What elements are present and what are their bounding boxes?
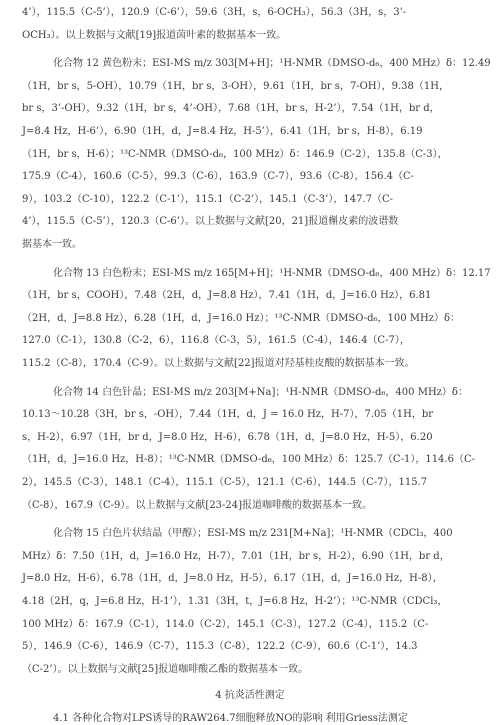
- subsection-line: 4.1 各种化合物对LPS诱导的RAW264.7细胞释放NO的影响 利用Griess法测定: [53, 713, 408, 724]
- text-line: s，H-2），6.97（1H，br d，J=8.0 Hz，H-6），6.78（1H，d，J=8.0 Hz，H-5），6.20: [22, 432, 433, 443]
- text-line: 175.9（C-4），160.6（C-5），99.3（C-6），163.9（C-7），93.6（C-8），156.4（C-: [22, 171, 415, 182]
- section-heading: 4 抗炎活性测定: [215, 690, 285, 701]
- text-line: （1H，d，J=16.0 Hz，H-8）；¹³C-NMR（DMSO-d₆，100 MHz）δ：125.7（C-1），114.6（C-: [22, 454, 475, 465]
- text-line: br s，3’-OH），9.32（1H，br s，4’-OH），7.68（1H，br s，H-2’），7.54（1H，br d，: [22, 103, 440, 114]
- text-line: （2H，d，J=8.8 Hz），6.28（1H，d，J=16.0 Hz）；¹³C-NMR（DMSO-d₆，100 MHz）δ：: [22, 313, 461, 324]
- text-line: （1H，br s，COOH），7.48（2H，d，J=8.8 Hz），7.41（1H，d，J=16.0 Hz），6.81: [22, 290, 432, 301]
- text-line: 4’），115.5（C-5’），120.3（C-6’）。以上数据与文献[20，21]报道槲皮素的波谱数: [22, 216, 399, 227]
- text-line: 4.18（2H，q，J=6.8 Hz，H-1’），1.31（3H，t，J=6.8 Hz，H-2’）；¹³C-NMR（CDCl₃，: [22, 596, 448, 607]
- text-line: J=8.4 Hz，H-6’），6.90（1H，d，J=8.4 Hz，H-5’），6.41（1H，br s，H-8），6.19: [22, 126, 423, 137]
- text-line: 9），103.2（C-10），122.2（C-1’），115.1（C-2’），145.1（C-3’），147.7（C-: [22, 194, 394, 205]
- text-line: 10.13～10.28（3H，br s，-OH），7.44（1H，d，J = 16.0 Hz，H-7），7.05（1H，br: [22, 409, 434, 420]
- text-line: （1H，br s，H-6）；¹³C-NMR（DMSO-d₆，100 MHz）δ：146.9（C-2），135.8（C-3），: [22, 149, 448, 160]
- compound-15-heading-line: 化合物 15 白色片状结晶（甲醇）；ESI-MS m/z 231[M+Na]；¹H-NMR（CDCl₃，400: [53, 528, 453, 539]
- text-line: （1H，br s，5-OH），10.79（1H，br s，3-OH），9.61（1H，br s，7-OH），9.38（1H，: [22, 81, 449, 92]
- compound-12-heading-line: 化合物 12 黄色粉末；ESI-MS m/z 303[M+H]；¹H-NMR（DMSO-d₆，400 MHz）δ：12.49: [53, 58, 491, 69]
- text-line: （C-2’）。以上数据与文献[25]报道咖啡酸乙酯的数据基本一致。: [22, 664, 309, 675]
- compound-14-heading-line: 化合物 14 白色针晶；ESI-MS m/z 203[M+Na]；¹H-NMR（DMSO-d₆，400 MHz）δ：: [53, 387, 468, 398]
- text-line: （C-8），167.9（C-9）。以上数据与文献[23-24]报道咖啡酸的数据基本一致。: [22, 500, 373, 511]
- text-line: 2），145.5（C-3），148.1（C-4），115.1（C-5），121.1（C-6），144.5（C-7），115.7: [22, 477, 428, 488]
- text-line: 127.0（C-1），130.8（C-2，6），116.8（C-3，5），161.5（C-4），146.4（C-7），: [22, 335, 410, 346]
- text-line: J=8.0 Hz，H-6），6.78（1H，d，J=8.0 Hz，H-5），6.17（1H，d，J=16.0 Hz，H-8），: [22, 573, 443, 584]
- compound-13-heading-line: 化合物 13 白色粉末；ESI-MS m/z 165[M+H]；¹H-NMR（DMSO-d₆，400 MHz）δ：12.17: [53, 268, 491, 279]
- text-line: 4’），115.5（C-5’），120.9（C-6’），59.6（3H，s，6-OCH₃），56.3（3H，s，3’-: [22, 7, 407, 18]
- text-line: 5），146.9（C-6），146.9（C-7），115.3（C-8），122.2（C-9），60.6（C-1’），14.3: [22, 641, 418, 652]
- text-line: 100 MHz）δ：167.9（C-1），114.0（C-2），145.1（C-3），127.2（C-4），115.2（C-: [22, 619, 429, 630]
- text-line: 据基本一致。: [22, 239, 82, 250]
- text-line: OCH₃）。以上数据与文献[19]报道茵叶素的数据基本一致。: [22, 30, 287, 41]
- text-line: 115.2（C-8），170.4（C-9）。以上数据与文献[22]报道对羟基桂皮酸的数据基本一致。: [22, 358, 415, 369]
- text-line: MHz）δ：7.50（1H，d，J=16.0 Hz，H-7），7.01（1H，br s，H-2），6.90（1H，br d，: [22, 551, 450, 562]
